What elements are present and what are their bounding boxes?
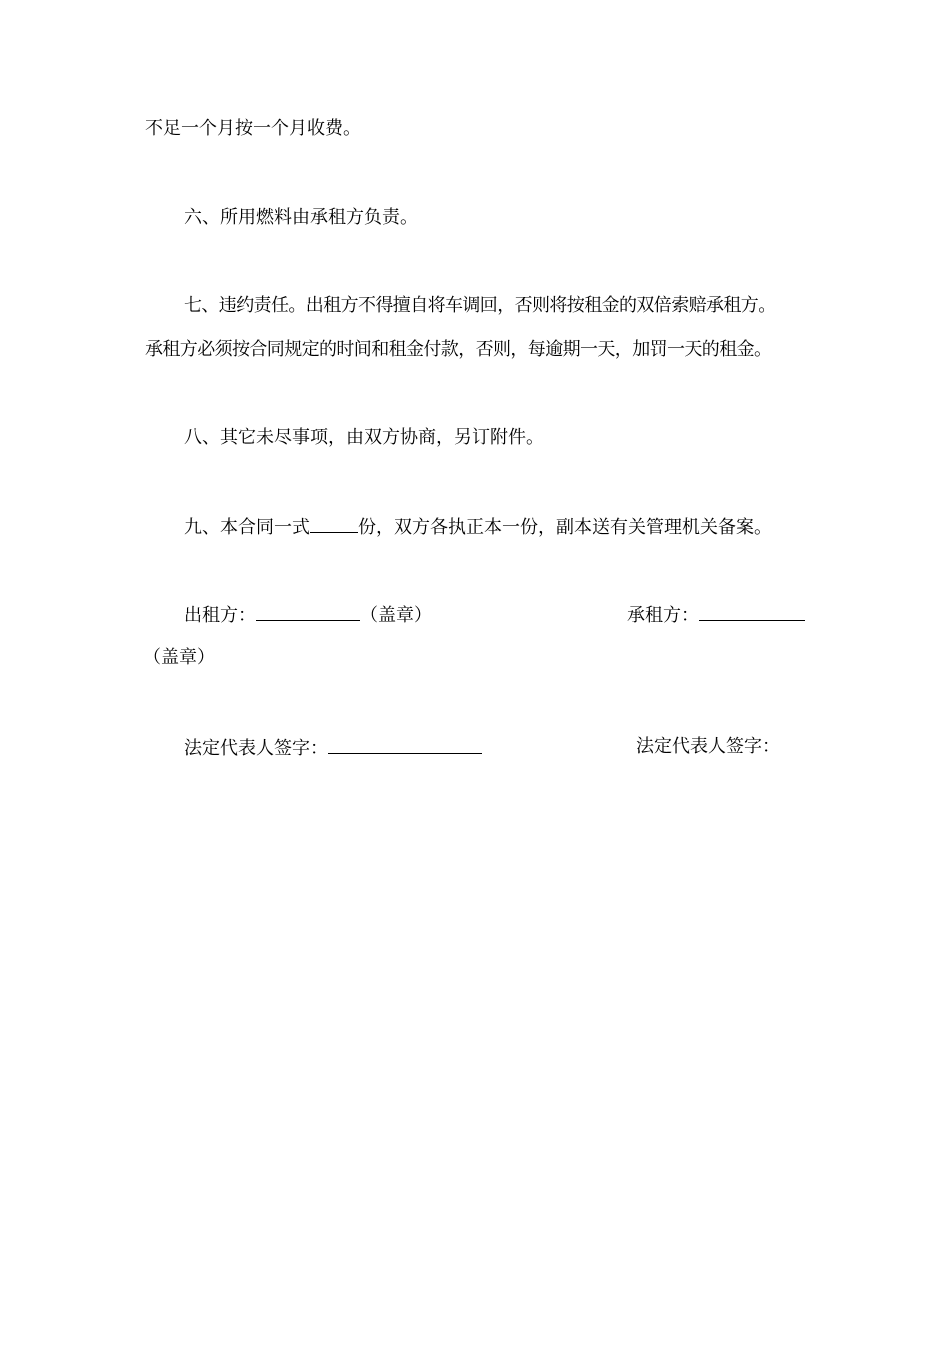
lessor-representative-signature-blank[interactable] [328, 735, 482, 754]
lessor-representative-label: 法定代表人签字： [184, 738, 328, 759]
lessor-label: 出租方： [184, 605, 256, 626]
clause-9-text-before: 九、本合同一式 [184, 517, 310, 538]
clause-9-text-after: 份，双方各执正本一份，副本送有关管理机关备案。 [358, 517, 772, 538]
clause-7-line-2: 承租方必须按合同规定的时间和租金付款，否则，每逾期一天，加罚一天的租金。 [145, 339, 772, 360]
lessee-label: 承租方： [627, 605, 699, 626]
lessee-representative-label: 法定代表人签字： [636, 736, 780, 757]
clause-6: 六、所用燃料由承租方负责。 [184, 207, 418, 228]
lessor-representative-line [184, 735, 482, 761]
continuation-text: 不足一个月按一个月收费。 [145, 118, 361, 139]
lessor-seal-label: （盖章） [360, 605, 432, 626]
lessee-name-blank[interactable] [699, 602, 805, 621]
lessor-name-blank[interactable] [256, 602, 360, 621]
clause-7-line-1: 七、违约责任。出租方不得擅自将车调回，否则将按租金的双倍索赔承租方。 [184, 295, 776, 316]
lessee-seal-label: （盖章） [143, 647, 215, 668]
copies-count-blank[interactable] [310, 514, 358, 533]
lessor-signature-line [184, 602, 432, 628]
lessee-signature-line [627, 602, 805, 628]
clause-9 [184, 514, 772, 540]
clause-8: 八、其它未尽事项，由双方协商，另订附件。 [184, 427, 544, 448]
